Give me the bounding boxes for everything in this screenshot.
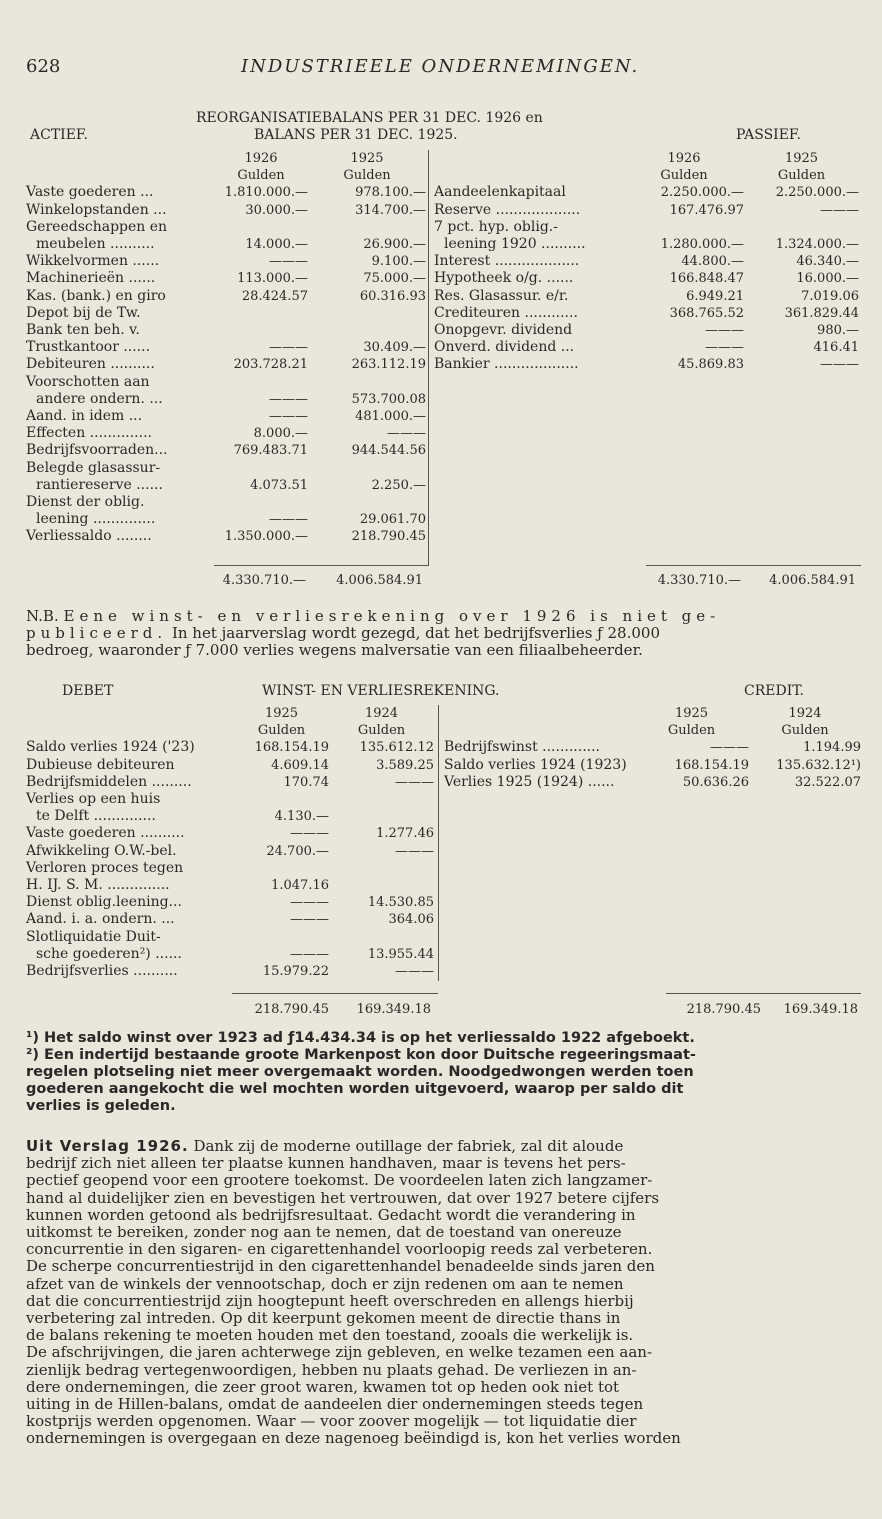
value-a	[234, 929, 329, 946]
row-label: te Delft ..............	[36, 808, 156, 825]
value-a: 769.483.71	[233, 443, 308, 459]
value-b	[308, 460, 426, 477]
table-row	[434, 356, 859, 373]
row-label: Dienst der oblig.	[26, 494, 145, 511]
footnotes	[26, 1030, 861, 1115]
table-row	[26, 270, 426, 287]
footnote-line: goederen aangekocht die wel mochten worden uitgevoerd, waarop per saldo dit	[26, 1081, 684, 1097]
table-row	[26, 825, 434, 842]
report-line: kunnen worden getoond als bedrijfsresultaat. Gedacht wordt die verandering in	[26, 1205, 636, 1224]
page-header	[26, 58, 856, 82]
table-row	[444, 739, 861, 756]
nb-line3: bedroeg, waaronder ƒ 7.000 verlies wegens malversatie van een filiaalbeheerder.	[26, 641, 643, 659]
table-row	[26, 339, 426, 356]
row-label: Aand. in idem ...	[26, 408, 143, 425]
table-row	[26, 808, 434, 825]
value-a: ———	[290, 826, 329, 842]
table-row	[26, 202, 426, 219]
value-a	[214, 219, 308, 236]
table-row	[26, 442, 426, 459]
value-b: 13.955.44	[367, 946, 434, 962]
row-label: Bedrijfsmiddelen .........	[26, 773, 192, 790]
value-a: 166.848.47	[669, 271, 744, 287]
value-b: 46.340.—	[796, 254, 859, 270]
unit-header: Gulden	[237, 168, 285, 184]
row-label: Verlies 1925 (1924) ......	[444, 773, 615, 790]
unit-header: Gulden	[777, 168, 826, 184]
report-line: hand al duidelijker zien en bevestigen het vertrouwen, dat over 1927 betere cijfers	[26, 1188, 660, 1207]
value-a: 168.154.19	[254, 740, 329, 756]
value-b: 1.277.46	[376, 826, 434, 842]
table-row	[434, 184, 859, 201]
value-b: 978.100.—	[355, 185, 426, 201]
nb-line2-spaced: publiceerd.	[26, 624, 168, 642]
table-row	[26, 305, 426, 322]
row-label: Verlies op een huis	[26, 791, 161, 808]
unit-header: Gulden	[660, 168, 708, 184]
table-row	[26, 860, 434, 877]
year-header: 1926	[244, 151, 278, 166]
total-passief-b: 4.006.584.91	[769, 573, 856, 588]
value-a: 44.800.—	[681, 254, 744, 270]
table-row	[26, 477, 426, 494]
nb-note	[26, 608, 861, 659]
value-b: 29.061.70	[359, 512, 426, 528]
row-label: Onverd. dividend ...	[434, 339, 575, 356]
value-b: 3.589.25	[376, 757, 434, 773]
value-b	[329, 808, 434, 825]
total-credit-b: 169.349.18	[783, 1002, 858, 1017]
nb-prefix: N.B.	[26, 607, 59, 625]
value-b	[329, 929, 434, 946]
value-b	[308, 494, 426, 511]
value-a	[214, 305, 308, 322]
table-row	[434, 219, 859, 236]
table-row	[26, 946, 434, 963]
table-row	[26, 219, 426, 236]
report-line: uiting in de Hillen-balans, omdat de aandeelen dier ondernemingen steeds tegen	[26, 1395, 644, 1414]
value-a: ———	[705, 323, 744, 339]
table-row	[434, 288, 859, 305]
credit-label: CREDIT.	[744, 683, 804, 699]
row-label: leening 1920 ..........	[444, 236, 586, 253]
value-a: 8.000.—	[253, 426, 308, 442]
value-a: 368.765.52	[669, 305, 744, 321]
table-row	[26, 894, 434, 911]
value-b	[329, 877, 434, 894]
row-label: Wikkelvormen ......	[26, 253, 160, 270]
table-row	[444, 774, 861, 791]
row-label: Debiteuren ..........	[26, 356, 155, 373]
row-label: rantiereserve ......	[36, 476, 163, 493]
report-line: kostprijs werden opgenomen. Waar — voor zoover mogelijk — tot liquidatie dier	[26, 1412, 637, 1431]
value-a: 168.154.19	[674, 757, 749, 773]
table-row	[434, 322, 859, 339]
row-label: Bedrijfswinst .............	[444, 739, 601, 756]
row-label: Bedrijfsvoorraden...	[26, 442, 168, 459]
column-divider	[438, 705, 439, 981]
table-row	[444, 757, 861, 774]
total-rule	[666, 993, 861, 994]
page-number: 628	[26, 56, 61, 77]
value-b: ———	[395, 774, 434, 790]
value-a	[234, 791, 329, 808]
value-a: ———	[290, 946, 329, 962]
table-row	[26, 791, 434, 808]
value-a: 1.810.000.—	[224, 185, 308, 201]
value-a	[214, 374, 308, 391]
report-line: bedrijf zich niet alleen ter plaatse kunnen handhaven, maar is tevens het pers-	[26, 1154, 626, 1173]
row-label: Belegde glasassur-	[26, 459, 161, 476]
row-label: Afwikkeling O.W.-bel.	[26, 842, 177, 859]
value-b	[308, 219, 426, 236]
row-label: Vaste goederen ...	[26, 184, 154, 201]
unit-header: Gulden	[343, 168, 391, 184]
table-row	[434, 339, 859, 356]
value-b: 944.544.56	[351, 443, 426, 459]
year-header: 1925	[674, 706, 709, 721]
report-text	[26, 1138, 861, 1448]
total-actief-b: 4.006.584.91	[336, 573, 423, 588]
table-row	[26, 184, 426, 201]
row-label: Dubieuse debiteuren	[26, 756, 175, 773]
unit-header: Gulden	[667, 723, 716, 739]
table-row	[26, 911, 434, 928]
value-a: 4.073.51	[250, 477, 308, 493]
row-label: Kas. (bank.) en giro	[26, 287, 166, 304]
row-label: Winkelopstanden ...	[26, 201, 167, 218]
value-a: ———	[269, 391, 308, 407]
row-label: Machinerieën ......	[26, 270, 156, 287]
report-line: dere ondernemingen, die zeer groot waren, kwamen tot op heden ook niet tot	[26, 1377, 620, 1396]
value-b	[744, 219, 859, 236]
value-a: 1.280.000.—	[660, 237, 744, 253]
row-label: meubelen ..........	[36, 236, 155, 253]
value-a: 1.047.16	[271, 878, 329, 894]
total-debet-b: 169.349.18	[356, 1002, 431, 1017]
value-b: 218.790.45	[351, 529, 426, 545]
value-a: 28.424.57	[241, 288, 308, 304]
table-row	[434, 202, 859, 219]
value-b: 9.100.—	[371, 254, 426, 270]
value-b: 361.829.44	[784, 305, 859, 321]
row-label: Aandeelenkapitaal	[434, 184, 566, 201]
row-label: 7 pct. hyp. oblig.-	[434, 218, 558, 235]
footnote-line: regelen plotseling niet meer overgemaakt worden. Noodgedwongen werden toen	[26, 1064, 694, 1080]
row-label: Slotliquidatie Duit-	[26, 928, 161, 945]
table-row	[26, 511, 426, 528]
value-b	[329, 860, 434, 877]
row-label: Onopgevr. dividend	[434, 322, 573, 339]
row-label: Bank ten beh. v.	[26, 322, 140, 339]
value-a: 6.949.21	[686, 288, 744, 304]
value-b: ———	[820, 357, 859, 373]
report-line	[26, 1138, 861, 1155]
row-label: Verliessaldo ........	[26, 528, 152, 545]
value-b: ———	[387, 426, 426, 442]
value-b: 573.700.08	[351, 391, 426, 407]
value-b: 416.41	[813, 340, 859, 356]
table-row	[26, 843, 434, 860]
actief-label: ACTIEF.	[30, 127, 88, 143]
value-a: 24.700.—	[266, 843, 329, 859]
value-a: ———	[269, 340, 308, 356]
report-line-text: Dank zij de moderne outillage der fabriek, zal dit aloude	[193, 1137, 624, 1155]
table-row	[434, 236, 859, 253]
table-row	[26, 877, 434, 894]
row-label: Bankier ...................	[434, 356, 579, 373]
value-b: 135.612.12	[359, 740, 434, 756]
pl-title: WINST- EN VERLIESREKENING.	[262, 683, 500, 699]
value-b: 2.250.000.—	[775, 185, 859, 201]
profit-loss-account	[26, 683, 861, 1023]
debet-label: DEBET	[62, 683, 114, 699]
value-a: 203.728.21	[233, 357, 308, 373]
row-label: Vaste goederen ..........	[26, 825, 185, 842]
table-row	[26, 774, 434, 791]
total-debet-a: 218.790.45	[254, 1002, 329, 1017]
year-header: 1924	[364, 706, 399, 721]
value-a	[624, 219, 744, 236]
value-b: 30.409.—	[363, 340, 426, 356]
year-header: 1925	[784, 151, 819, 166]
value-a: 45.869.83	[677, 357, 744, 373]
debet-table	[26, 705, 434, 980]
table-row	[26, 528, 426, 545]
row-label: Interest ...................	[434, 253, 580, 270]
value-b: 1.324.000.—	[775, 237, 859, 253]
report-line: verbetering zal intreden. Op dit keerpunt gekomen meent de directie thans in	[26, 1309, 621, 1328]
year-header: 1925	[350, 151, 384, 166]
value-b	[308, 374, 426, 391]
passief-table	[434, 150, 859, 374]
row-label: Aand. i. a. ondern. ...	[26, 911, 175, 928]
footnote-line: verlies is geleden.	[26, 1098, 176, 1114]
value-a: ———	[269, 409, 308, 425]
year-header: 1924	[788, 706, 822, 721]
value-a	[214, 322, 308, 339]
value-a: 2.250.000.—	[660, 185, 744, 201]
report-line: concurrentie in den sigaren- en cigarettenhandel voorloopig reeds zal verbeteren.	[26, 1240, 653, 1259]
total-actief-a: 4.330.710.—	[222, 573, 306, 588]
value-a: ———	[710, 740, 749, 756]
value-b: 26.900.—	[363, 237, 426, 253]
value-a: 50.636.26	[682, 774, 749, 790]
row-label: Res. Glasassur. e/r.	[434, 287, 569, 304]
value-a: ———	[269, 254, 308, 270]
report-line: De scherpe concurrentiestrijd in den cigarettenhandel benadeelde sinds jaren den	[26, 1257, 655, 1276]
value-b: 364.06	[388, 912, 434, 928]
year-header: 1926	[667, 151, 701, 166]
table-row	[434, 270, 859, 287]
value-a: 30.000.—	[245, 202, 308, 218]
credit-table	[444, 705, 861, 791]
total-credit-a: 218.790.45	[686, 1002, 761, 1017]
value-b: 14.530.85	[367, 895, 434, 911]
value-a: 167.476.97	[669, 202, 744, 218]
value-b	[329, 791, 434, 808]
footnote-line: ²) Een indertijd bestaande groote Markenpost kon door Duitsche regeeringsmaat-	[26, 1047, 696, 1063]
value-b: 1.194.99	[803, 740, 861, 756]
unit-header: Gulden	[257, 723, 306, 739]
report-line: uitkomst te bereiken, zonder nog aan te nemen, dat de toestand van onereuze	[26, 1223, 622, 1242]
report-line: afzet van de winkels der vennootschap, doch er zijn redenen om aan te nemen	[26, 1274, 624, 1293]
table-row	[26, 425, 426, 442]
value-a	[214, 460, 308, 477]
report-lead: Uit Verslag 1926.	[26, 1137, 189, 1155]
row-label: Gereedschappen en	[26, 218, 168, 235]
row-label: Trustkantoor ......	[26, 339, 151, 356]
report-line: dat die concurrentiestrijd zijn hoogtepunt heeft overschreden en allengs hierbij	[26, 1291, 634, 1310]
nb-line2-rest: In het jaarverslag wordt gezegd, dat het bedrijfsverlies ƒ 28.000	[171, 624, 660, 642]
value-a	[234, 860, 329, 877]
passief-label: PASSIEF.	[736, 127, 801, 143]
row-label: Verloren proces tegen	[26, 859, 184, 876]
value-a: 170.74	[283, 774, 329, 790]
row-label: Dienst oblig.leening...	[26, 894, 182, 911]
value-b: 32.522.07	[794, 774, 861, 790]
report-line: zienlijk bedrag vertegenwoordigen, hebben nu plaats gehad. De verliezen in an-	[26, 1360, 637, 1379]
table-row	[26, 356, 426, 373]
table-row	[26, 322, 426, 339]
report-line: De afschrijvingen, die jaren achterwege zijn gebleven, en welke tezamen een aan-	[26, 1343, 653, 1362]
unit-header: Gulden	[781, 723, 829, 739]
table-row	[26, 963, 434, 980]
row-label: Bedrijfsverlies ..........	[26, 963, 178, 980]
value-b: ———	[820, 202, 859, 218]
table-row	[26, 460, 426, 477]
table-row	[26, 253, 426, 270]
value-a: 113.000.—	[237, 271, 308, 287]
row-label: Effecten ..............	[26, 425, 152, 442]
row-label: sche goederen²) ......	[36, 945, 182, 962]
row-label: Voorschotten aan	[26, 373, 150, 390]
row-label: Hypotheek o/g. ......	[434, 270, 574, 287]
row-label: Depot bij de Tw.	[26, 304, 141, 321]
total-rule	[214, 565, 428, 566]
total-passief-a: 4.330.710.—	[657, 573, 741, 588]
row-label: leening ..............	[36, 511, 156, 528]
value-a: 15.979.22	[262, 964, 329, 980]
value-a: ———	[705, 340, 744, 356]
value-a: ———	[269, 512, 308, 528]
report-line: de balans rekening te moeten houden met den toestand, zooals die werkelijk is.	[26, 1326, 634, 1345]
value-b	[308, 322, 426, 339]
value-b: 16.000.—	[796, 271, 859, 287]
total-rule	[232, 993, 438, 994]
column-divider	[428, 150, 429, 566]
value-a: ———	[290, 912, 329, 928]
value-a: 1.350.000.—	[224, 529, 308, 545]
actief-table	[26, 150, 426, 546]
table-row	[26, 929, 434, 946]
value-b: 481.000.—	[355, 409, 426, 425]
table-row	[434, 253, 859, 270]
value-b: 314.700.—	[355, 202, 426, 218]
value-a	[214, 494, 308, 511]
table-row	[26, 374, 426, 391]
table-row	[26, 408, 426, 425]
report-line: pectief geopend voor een grootere toekomst. De voordeelen laten zich langzamer-	[26, 1171, 653, 1190]
row-label: Reserve ...................	[434, 201, 581, 218]
value-b: 2.250.—	[371, 477, 426, 493]
value-a: 14.000.—	[245, 237, 308, 253]
row-label: Crediteuren ............	[434, 304, 578, 321]
row-label: Saldo verlies 1924 ('23)	[26, 739, 195, 756]
value-b: ———	[395, 964, 434, 980]
row-label: andere ondern. ...	[36, 390, 163, 407]
report-line: ondernemingen is overgegaan en deze nagenoeg beëindigd is, kon het verlies worden	[26, 1429, 681, 1448]
total-rule	[646, 565, 861, 566]
row-label: H. IJ. S. M. ..............	[26, 877, 170, 894]
table-row	[26, 757, 434, 774]
table-row	[26, 391, 426, 408]
value-b: 263.112.19	[351, 357, 426, 373]
balance-sheet	[26, 110, 861, 600]
running-title: INDUSTRIEELE ONDERNEMINGEN.	[241, 56, 640, 77]
value-b: 980.—	[817, 323, 859, 339]
table-row	[26, 739, 434, 756]
value-a: 4.130.—	[274, 809, 329, 825]
table-row	[26, 288, 426, 305]
value-b: 135.632.12¹)	[776, 757, 861, 773]
balance-title-line1: REORGANISATIEBALANS PER 31 DEC. 1926 en	[196, 110, 543, 126]
balance-title-line2: BALANS PER 31 DEC. 1925.	[254, 127, 458, 143]
value-a: ———	[290, 895, 329, 911]
table-row	[26, 494, 426, 511]
year-header: 1925	[264, 706, 299, 721]
value-b: ———	[395, 843, 434, 859]
value-b	[308, 305, 426, 322]
table-row	[26, 236, 426, 253]
value-b: 7.019.06	[801, 288, 859, 304]
table-row	[434, 305, 859, 322]
unit-header: Gulden	[357, 723, 406, 739]
value-b: 60.316.93	[359, 288, 426, 304]
value-b: 75.000.—	[363, 271, 426, 287]
value-a: 4.609.14	[271, 757, 329, 773]
footnote-line: ¹) Het saldo winst over 1923 ad ƒ14.434.34 is op het verliessaldo 1922 afgeboekt.	[26, 1030, 695, 1046]
row-label: Saldo verlies 1924 (1923)	[444, 756, 627, 773]
nb-spaced: Eene winst- en verliesrekening over 1926 is niet ge-	[63, 607, 721, 625]
